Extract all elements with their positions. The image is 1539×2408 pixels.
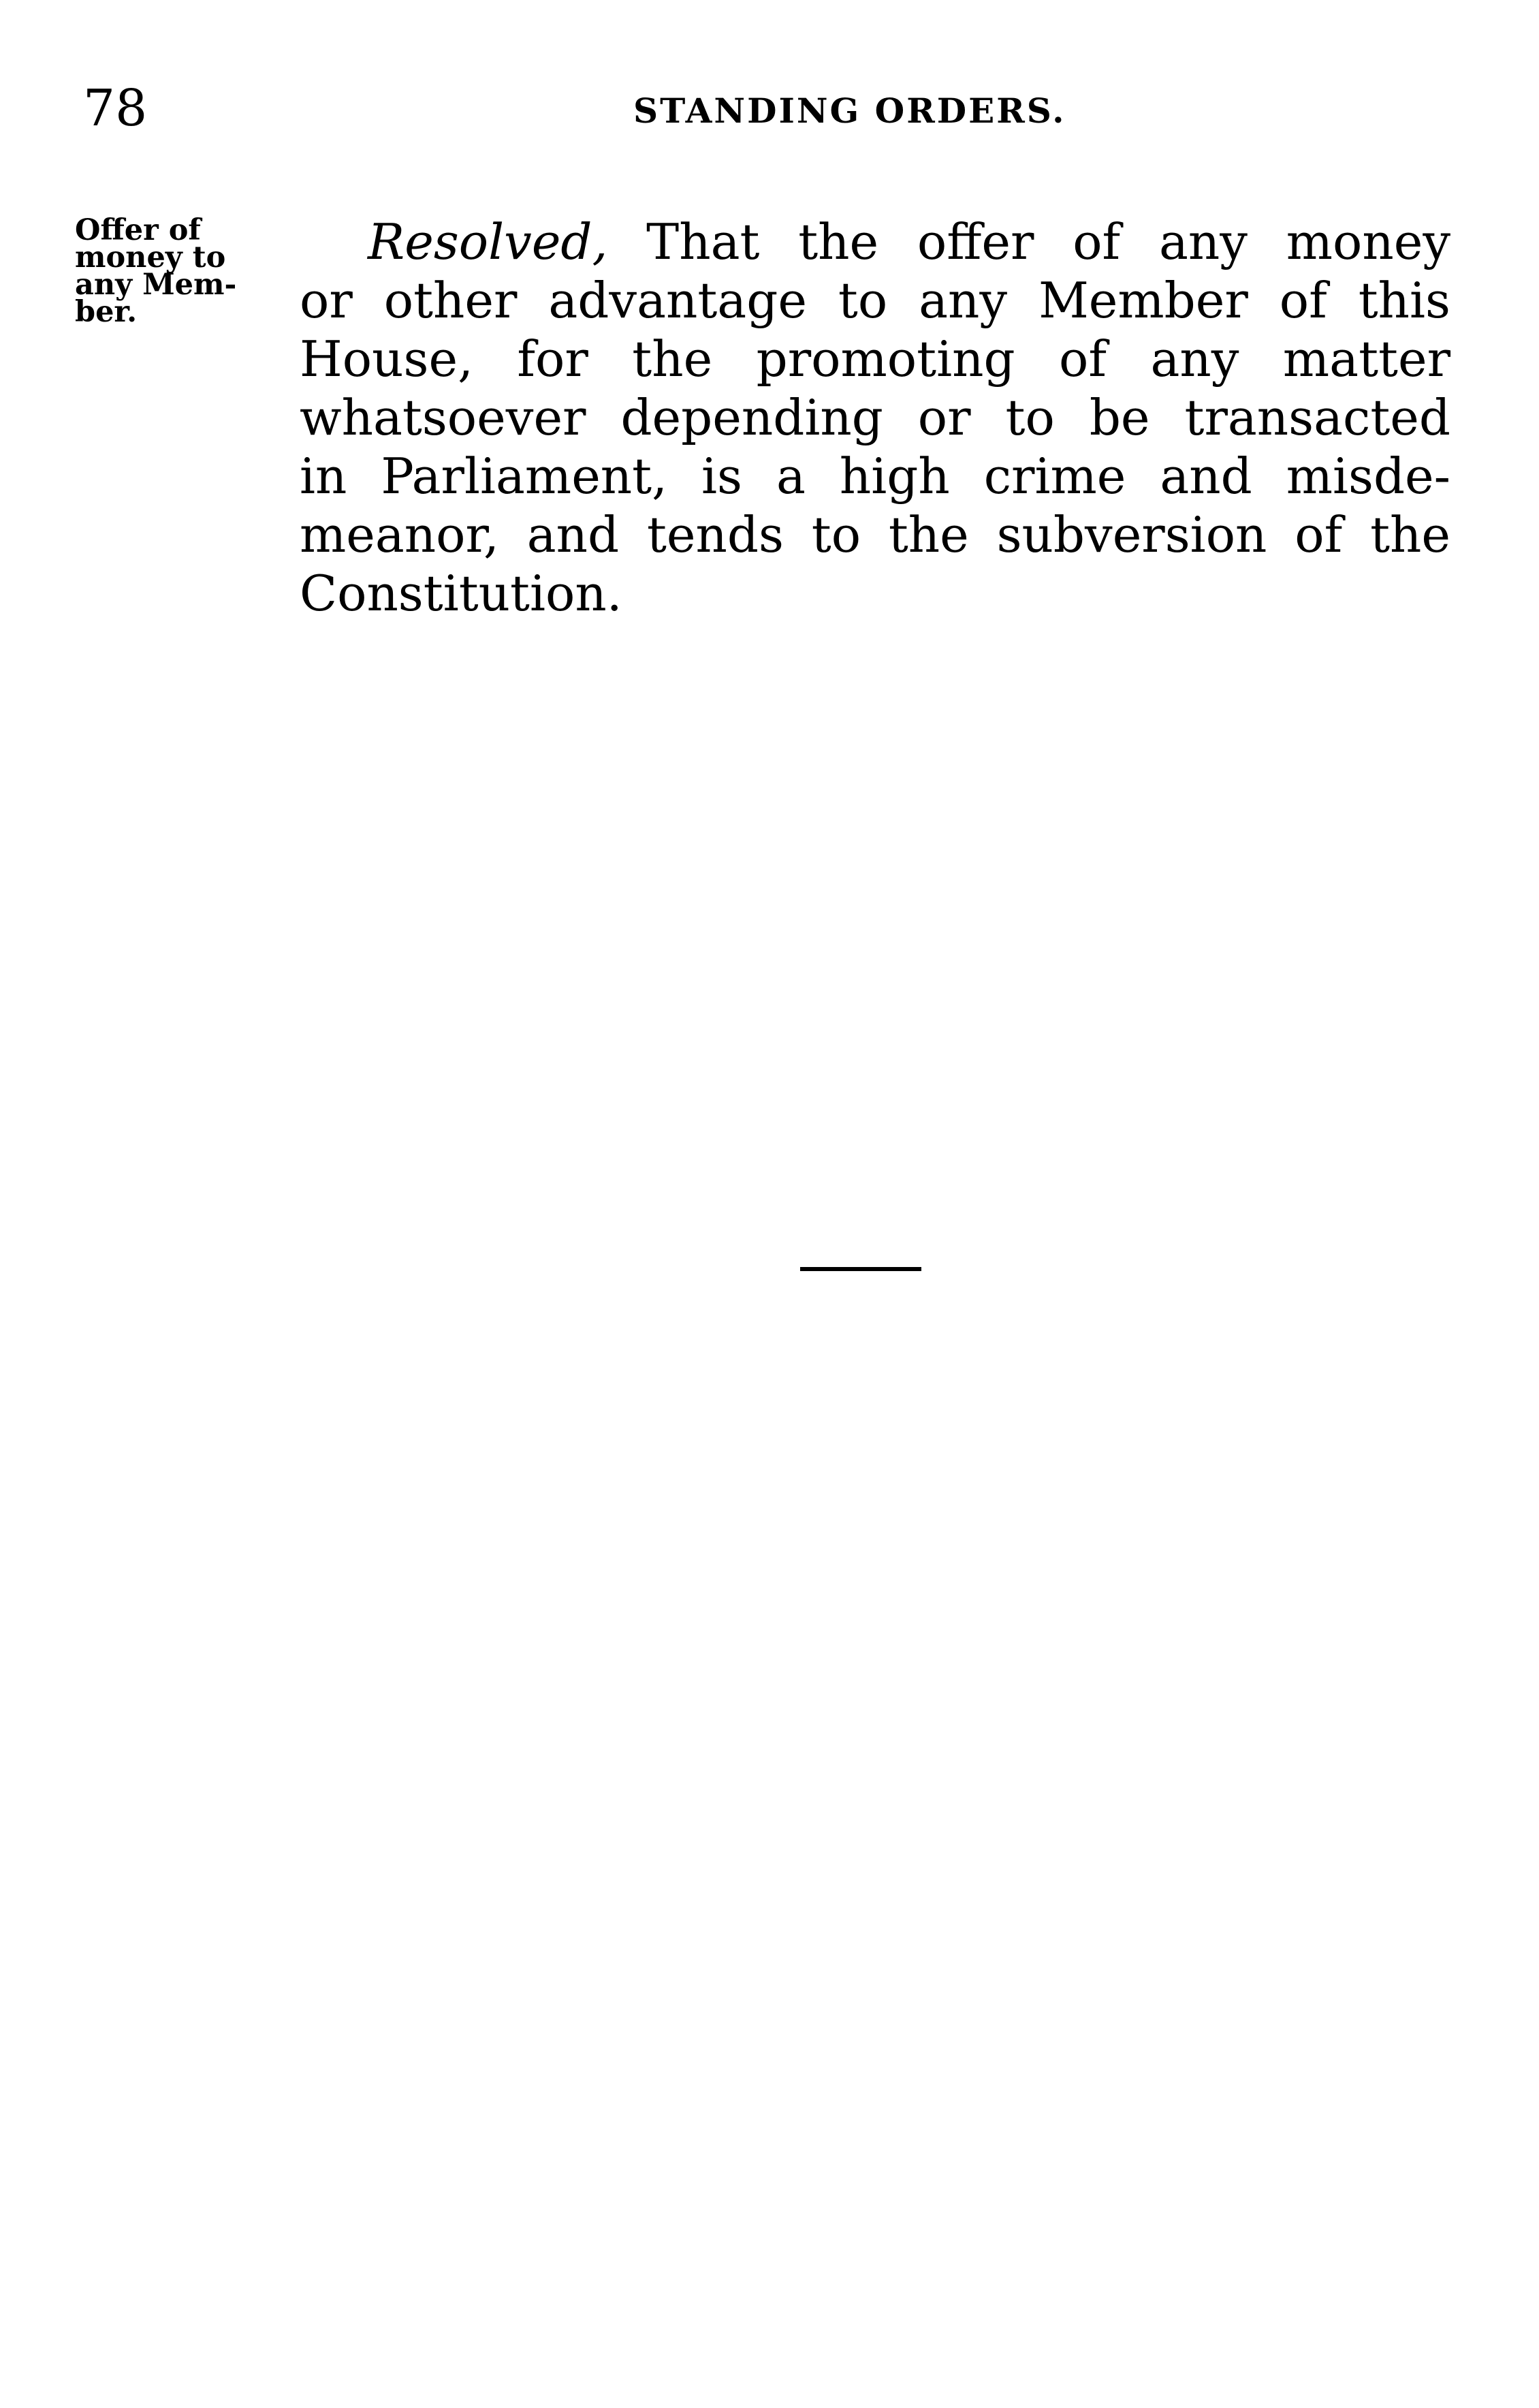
margin-note-line: ber. — [75, 295, 138, 329]
paragraph-line: meanor, and tends to the subversion of the — [300, 506, 1450, 563]
margin-note-line: money to — [75, 240, 226, 275]
paragraph-line: House, for the promoting of any matter — [300, 330, 1450, 388]
margin-note-line: Offer of — [75, 213, 201, 247]
paragraph-line: Constitution. — [300, 565, 622, 622]
paragraph-line: in Parliament, is a high crime and misde- — [300, 448, 1450, 505]
paragraph-line: or other advantage to any Member of this — [300, 272, 1450, 329]
section-divider-rule — [800, 1267, 921, 1271]
running-head: STANDING ORDERS. — [633, 91, 1066, 131]
page-number: 78 — [83, 79, 148, 138]
resolved-word: Resolved, — [368, 213, 608, 270]
paragraph-line — [300, 213, 1450, 271]
paragraph-line-text: That the offer of any money — [607, 213, 1450, 270]
margin-note-line: any Mem- — [75, 268, 237, 302]
paragraph-line: whatsoever depending or to be transacted — [300, 389, 1450, 446]
margin-note — [75, 213, 279, 329]
resolution-paragraph — [300, 213, 1450, 623]
